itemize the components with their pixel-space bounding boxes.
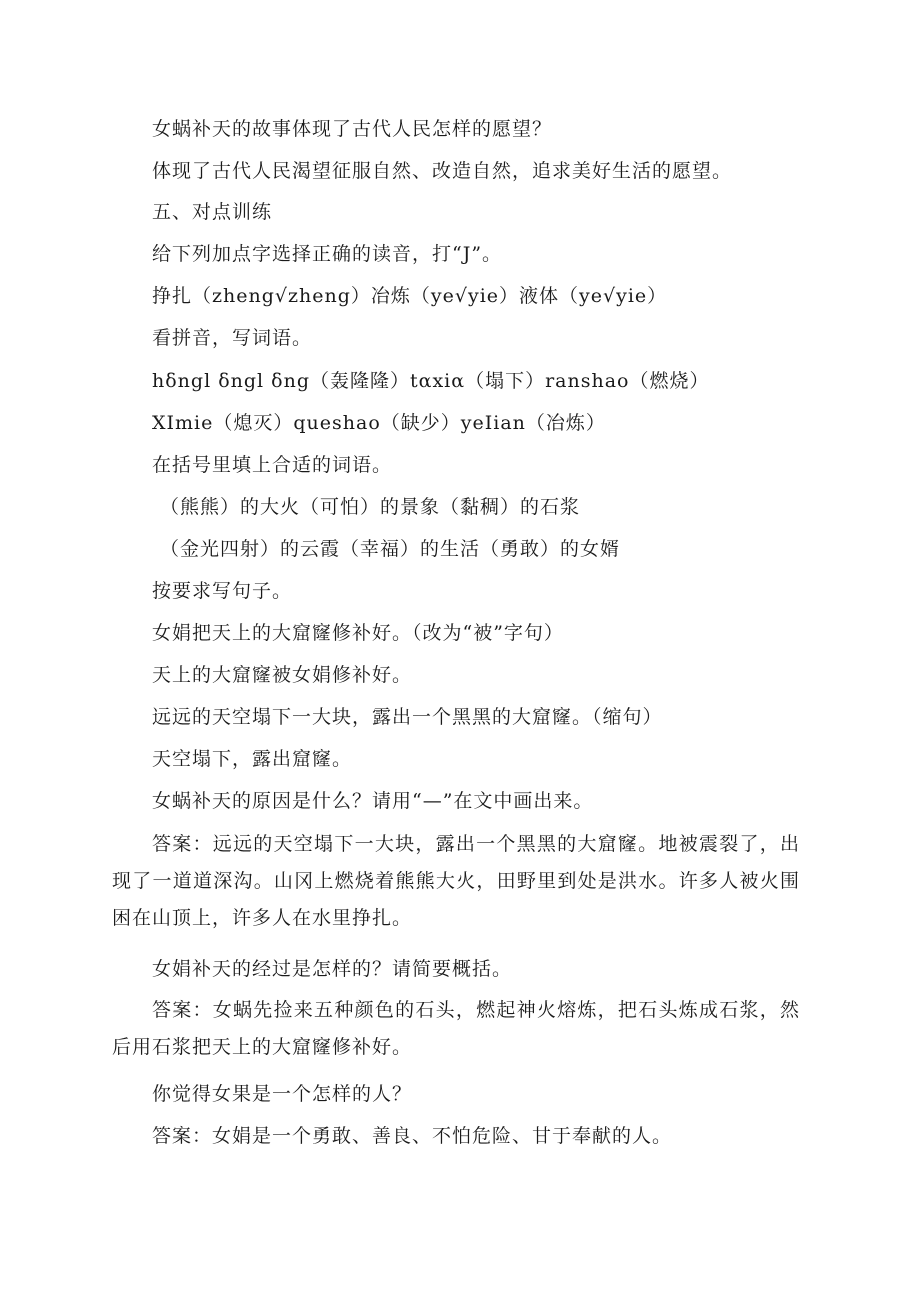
- text-line: 给下列加点字选择正确的读音，打“J”。: [152, 243, 503, 265]
- text-line: 天上的大窟窿被女娟修补好。: [152, 664, 413, 686]
- question-line: 女娟补天的经过是怎样的？请简要概括。: [152, 958, 513, 980]
- answer-paragraph: 答案：女蜗先捡来五种颜色的石头，燃起神火熔炼，把石头炼成石浆，然后用石浆把天上的大窟窿修补好。: [112, 999, 800, 1058]
- text-line: 挣扎（zheng√zheng）冶炼（ye√yie）液体（ye√yie）: [152, 285, 668, 307]
- text-line: 女蜗补天的原因是什么？请用“—”在文中画出来。: [152, 790, 594, 812]
- text-line: 天空塌下，露出窟窿。: [152, 748, 353, 770]
- answer-line: 答案：女娟是一个勇敢、善良、不怕危险、甘于奉献的人。: [152, 1125, 673, 1147]
- answer-paragraph: 答案：远远的天空塌下一大块，露出一个黑黑的大窟窿。地被震裂了，出现了一道道深沟。山冈上燃烧着熊熊大火，田野里到处是洪水。许多人被火围困在山顶上，许多人在水里挣扎。: [112, 833, 800, 929]
- text-line: XImie（熄灭）queshao（缺少）yeIian（冶炼）: [152, 412, 606, 434]
- section-heading: 五、对点训练: [152, 201, 273, 223]
- text-line: 女娟把天上的大窟窿修补好。（改为“被”字句）: [152, 622, 564, 644]
- text-line: （金光四射）的云霞（幸福）的生活（勇敢）的女婿: [160, 538, 621, 560]
- text-line: 女蜗补天的故事体现了古代人民怎样的愿望？: [152, 118, 553, 140]
- text-line: 看拼音，写词语。: [152, 327, 313, 349]
- question-line: 你觉得女果是一个怎样的人？: [152, 1083, 413, 1105]
- text-line: （熊熊）的大火（可怕）的景象（黏稠）的石浆: [160, 496, 581, 518]
- text-line: hδngl δngl δng（轰隆隆）tαxiα（塌下）ranshao（燃烧）: [152, 370, 710, 392]
- text-line: 按要求写句子。: [152, 580, 293, 602]
- text-line: 体现了古代人民渴望征服自然、改造自然，追求美好生活的愿望。: [152, 160, 733, 182]
- text-line: 远远的天空塌下一大块，露出一个黑黑的大窟窿。（缩句）: [152, 706, 663, 728]
- text-line: 在括号里填上合适的词语。: [152, 454, 393, 476]
